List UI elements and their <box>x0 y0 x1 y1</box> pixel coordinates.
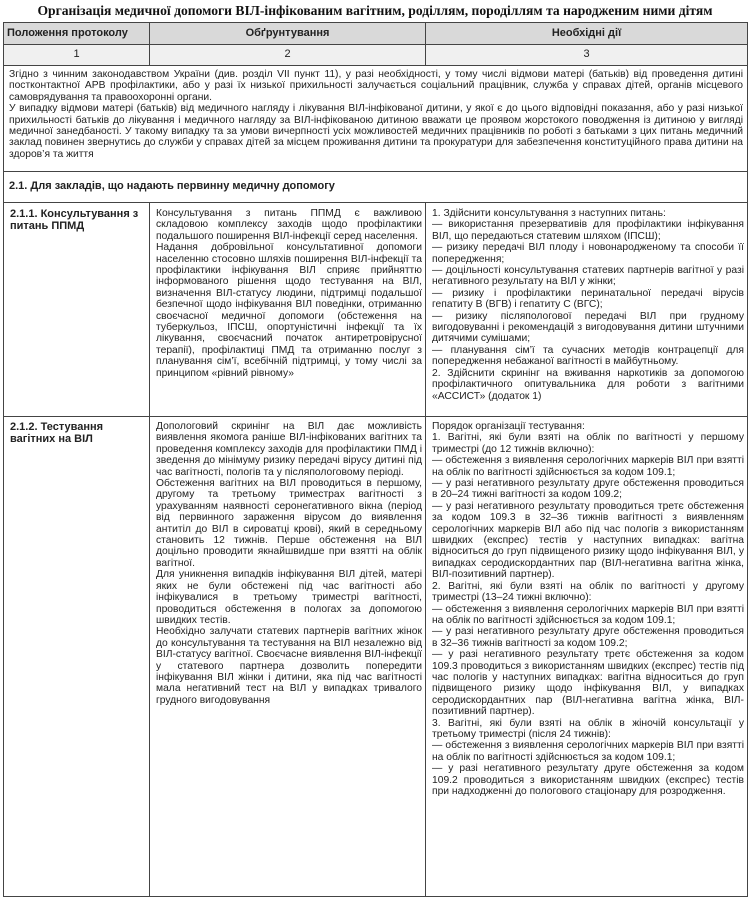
justification-paragraph: Для уникнення випадків інфікування ВІЛ дітей, матері яких не були обстежені під час вагітності або інфікувалися в третьому триместрі вагітності, проводиться обстеження в пологах за допомогою швидких тестів. <box>156 569 422 626</box>
intro-row <box>4 66 748 172</box>
action-item: — у разі негативного результату третє обстеження за кодом 109.3 проводиться з використанням швидких (експрес) тестів під час пологів у наступних випадках: вагітна відноситься до груп підвищеного ризику щодо інфікування ВІЛ, у випадках серодискордантних пар (ВІЛ-негативна вагітна жінка, ВІЛ-позитивний партнер). <box>432 649 744 718</box>
justification-cell <box>150 203 426 417</box>
table-row <box>4 203 748 417</box>
justification-paragraph: Надання добровільної консультативної допомоги населенню стосовно шляхів поширення ВІЛ-інфекції та профілактики інфікування ВІЛ сприяє прийняттю інформованого рішення щодо тестування на ВІЛ, визначення ВІЛ-статусу людини, підтримці подальшої безпечної щодо інфікування ВІЛ поведінки, отриманню своєчасної медичної допомоги (обстеження на туберкульоз, ІПСШ, опортуністичні інфекції та їх лікування, своєчасний початок антиретровірусної терапії), профілактиці ПМД та отриманню послуг з планування сім’ї, всебічній підтримці, у тому числі за принципом «рівний рівному» <box>156 242 422 379</box>
column-header-justification: Обґрунтування <box>150 23 426 45</box>
action-item: — обстеження з виявлення серологічних маркерів ВІЛ при взятті на облік по вагітності здійснюється за кодом 109.1; <box>432 455 744 478</box>
justification-paragraph: Необхідно залучати статевих партнерів вагітних жінок до консультування та тестування на ВІЛ незалежно від ВІЛ-статусу вагітної. Своєчасне виявлення ВІЛ-інфекції у статевого партнера дозволить попередити інфікування ВІЛ жінки і дитини, яка під час вагітності мала негативний тест на ВІЛ у випадках тривалого грудного вигодовування <box>156 626 422 706</box>
intro-text <box>4 66 748 172</box>
intro-paragraph: У випадку відмови матері (батьків) від медичного нагляду і лікування ВІЛ-інфікованої дитини, у якої є до цього відповідні показання, або у разі низької прихильності батьків до лікування і медичного нагляду за ВІЛ-інфікованою дитиною вважати це проявом жорстокого поводження із дитиною у вигляді медичної занедбаності. У такому випадку та за умови вичерпності усіх можливостей медичних працівників по роботі з батьками з цих питань медичний заклад повинен звернутись до служби у справах дітей за місцем проживання дитини та прокуратури для забезпечення конституційного права дитини на здоров’я та життя <box>9 103 743 160</box>
action-item: — у разі негативного результату друге обстеження проводиться в 32–36 тижнів вагітності за кодом 109.2; <box>432 626 744 649</box>
column-number: 1 <box>4 45 150 66</box>
action-item: — використання презервативів для профілактики інфікування ВІЛ, що передаються статевим шляхом (ІПСШ); <box>432 219 744 242</box>
intro-paragraph: Згідно з чинним законодавством України (див. розділ VII пункт 11), у разі необхідності, у тому числі відмови матері (батьків) від проведення дитині постконтактної АРВ профілактики, або у разі їх низької прихильності залучається соціальний працівник, служба у справах дітей, органів місцевого самоврядування та правоохоронні органи. <box>9 69 743 103</box>
page-title: Організація медичної допомоги ВІЛ-інфікованим вагітним, роділлям, породіллям та народженим ними дітям <box>37 3 713 18</box>
column-number: 3 <box>426 45 748 66</box>
actions-cell <box>426 203 748 417</box>
column-number-row <box>4 45 748 66</box>
column-header-actions: Необхідні дії <box>426 23 748 45</box>
actions-cell <box>426 417 748 897</box>
justification-cell <box>150 417 426 897</box>
justification-paragraph: Допологовий скринінг на ВІЛ дає можливість виявлення якомога раніше ВІЛ-інфікованих вагітних та проведення комплексу заходів для профілактики ПМД і зведення до мінімуму ризику передачі вірусу дитині під час вагітності, пологів та у післяпологовому періоді. <box>156 421 422 478</box>
column-header-position: Положення протоколу <box>4 23 150 45</box>
protocol-table <box>3 22 748 897</box>
action-item: — у разі негативного результату друге обстеження проводиться в 20–24 тижні вагітності за кодом 109.2; <box>432 478 744 501</box>
action-item: — у разі негативного результату друге обстеження за кодом 109.2 проводиться з використанням швидких (експрес) тестів при надходженні до пологового стаціонару для розродження. <box>432 763 744 797</box>
justification-paragraph: Обстеження вагітних на ВІЛ проводиться в першому, другому та третьому триместрах вагітності з урахуванням наявності серонегативного вікна (період від первинного зараження вірусом до виявлення антитіл до ВІЛ в сироватці крові), який в середньому становить 12 тижнів. Перше обстеження на ВІЛ доцільно проводити якнайшвидше при взятті на облік вагітної. <box>156 478 422 569</box>
action-item: 3. Вагітні, які були взяті на облік в жіночій консультації у третьому триместрі (після 24 тижнів): <box>432 717 744 740</box>
protocol-position: 2.1.2. Тестування вагітних на ВІЛ <box>4 417 150 897</box>
action-item: Порядок організації тестування: <box>432 421 585 432</box>
column-number: 2 <box>150 45 426 66</box>
protocol-position: 2.1.1. Консультування з питань ППМД <box>4 203 150 417</box>
action-item: — ризику післяпологової передачі ВІЛ при грудному вигодовуванні і рекомендацій з вигодовування дитини штучними дитячими сумішами; <box>432 310 744 345</box>
action-item: 1. Вагітні, які були взяті на облік по вагітності у першому триместрі (до 12 тижнів включно): <box>432 432 744 455</box>
action-item: — ризику передачі ВІЛ плоду і новонародженому та способи її попередження; <box>432 242 744 265</box>
action-item: — планування сім’ї та сучасних методів контрацепції для попередження небажаної вагітності в майбутньому. <box>432 344 744 368</box>
action-item: — доцільності консультування статевих партнерів вагітної у разі негативного результату на ВІЛ у жінки; <box>432 265 744 288</box>
justification-paragraph: Консультування з питань ППМД є важливою складовою комплексу заходів щодо профілактики подальшого поширення ВІЛ-інфекції серед населення. <box>156 208 422 242</box>
action-item: — обстеження з виявлення серологічних маркерів ВІЛ при взятті на облік по вагітності здійснюється за кодом 109.1; <box>432 603 744 626</box>
action-item: — ризику і профілактики перинатальної передачі вірусів гепатиту В (ВГВ) і гепатиту С (ВГС); <box>432 287 744 311</box>
table-row <box>4 417 748 897</box>
section-row <box>4 172 748 203</box>
action-item: 1. Здійснити консультування з наступних питань: <box>432 208 666 219</box>
action-item: — обстеження з виявлення серологічних маркерів ВІЛ при взятті на облік по вагітності здійснюється за кодом 109.1; <box>432 740 744 763</box>
action-item: 2. Вагітні, які були взяті на облік по вагітності у другому триместрі (13–24 тижні включно): <box>432 580 744 604</box>
action-item: 2. Здійснити скринінг на вживання наркотиків за допомогою профілактичного опитувальника для роботи з вагітними «АССИСТ» (додаток 1) <box>432 367 744 402</box>
section-heading: 2.1. Для закладів, що надають первинну медичну допомогу <box>4 172 748 203</box>
header-row <box>4 23 748 45</box>
action-item: — у разі негативного результату проводиться третє обстеження за кодом 109.3 в 32–36 тижнів вагітності з виявленням серологічних маркерів ВІЛ або під час пологів з використанням швидких (експрес) тестів у наступних випадках: вагітна відноситься до груп підвищеного ризику щодо інфікування ВІЛ, у випадках серодискордантних пар (ВІЛ-негативна вагітна жінка, ВІЛ-позитивний партнер). <box>432 500 744 581</box>
